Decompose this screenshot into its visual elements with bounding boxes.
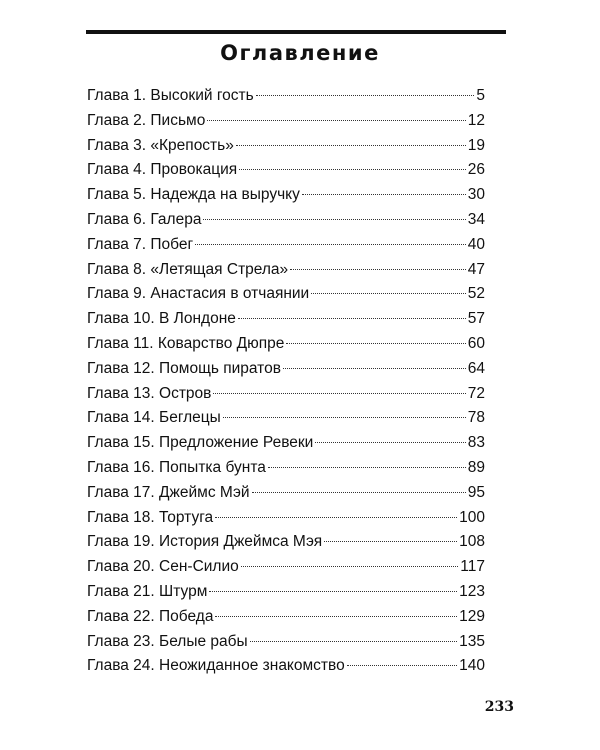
toc-entry-title: Глава 13. Остров (87, 384, 212, 402)
toc-entry-page: 57 (467, 310, 485, 328)
toc-entry-title: Глава 15. Предложение Ревеки (87, 434, 314, 452)
toc-entry-page: 123 (459, 582, 485, 600)
toc-entry-title: Глава 22. Победа (87, 607, 214, 625)
dot-leader (203, 219, 465, 220)
toc-entry-title: Глава 14. Беглецы (87, 409, 221, 427)
toc-entry (87, 183, 485, 208)
toc-entry (87, 357, 485, 382)
toc-entry (87, 382, 485, 407)
toc-entry-title: Глава 16. Попытка бунта (87, 458, 266, 476)
toc-entry-title: Глава 21. Штурм (87, 582, 208, 600)
dot-leader (213, 393, 465, 394)
toc-entry (87, 307, 485, 332)
toc-entry-title: Глава 6. Галера (87, 210, 202, 228)
toc-entry-page: 72 (467, 384, 485, 402)
toc-entry (87, 481, 485, 506)
toc-entry (87, 654, 485, 679)
dot-leader (209, 591, 457, 592)
dot-leader (311, 293, 466, 294)
toc-entry-page: 5 (476, 87, 485, 104)
toc-entry (87, 406, 485, 431)
toc-entry-page: 95 (467, 483, 485, 501)
dot-leader (238, 318, 466, 319)
dot-leader (215, 616, 457, 617)
toc-entry (87, 431, 485, 456)
toc-entry-title: Глава 11. Коварство Дюпре (87, 334, 285, 352)
toc-entry-title: Глава 1. Высокий гость (87, 87, 254, 104)
dot-leader (315, 442, 465, 443)
toc-entry-title: Глава 8. «Летящая Стрела» (87, 260, 289, 278)
toc-entry-page: 40 (467, 235, 485, 253)
dot-leader (236, 145, 466, 146)
page-number: 233 (484, 699, 514, 715)
toc-entry-page: 117 (460, 558, 485, 576)
dot-leader (290, 269, 466, 270)
toc-entry-page: 83 (467, 434, 485, 452)
header-rule (86, 30, 506, 34)
dot-leader (286, 343, 465, 344)
toc-entry-page: 89 (467, 458, 485, 476)
toc-entry-title: Глава 2. Письмо (87, 111, 206, 129)
toc-entry-title: Глава 23. Белые рабы (87, 632, 248, 650)
toc-entry (87, 332, 485, 357)
dot-leader (252, 492, 466, 493)
toc-entry (87, 84, 485, 109)
toc-entry (87, 580, 485, 605)
toc-entry-page: 64 (467, 359, 485, 377)
toc-entry (87, 158, 485, 183)
toc-entry (87, 233, 485, 258)
dot-leader (223, 417, 466, 418)
toc-entry-title: Глава 24. Неожиданное знакомство (87, 657, 345, 675)
toc-entry-title: Глава 9. Анастасия в отчаянии (87, 285, 310, 303)
toc-entry-title: Глава 3. «Крепость» (87, 136, 234, 154)
toc-entry (87, 109, 485, 134)
toc-entry-page: 26 (467, 161, 485, 179)
toc-entry (87, 258, 485, 283)
toc-entry-page: 108 (459, 533, 485, 551)
toc-entry-title: Глава 4. Провокация (87, 161, 238, 179)
toc-entry-page: 100 (459, 508, 485, 526)
toc-entry-title: Глава 18. Тортуга (87, 508, 214, 526)
toc-entry-page: 19 (467, 136, 485, 154)
dot-leader (283, 368, 466, 369)
dot-leader (215, 517, 457, 518)
toc-entry (87, 282, 485, 307)
page-title: Оглавление (220, 41, 380, 65)
toc-entry-page: 140 (459, 657, 485, 675)
toc-entry-page: 34 (467, 210, 485, 228)
toc-entry (87, 605, 485, 630)
dot-leader (250, 641, 457, 642)
dot-leader (347, 665, 457, 666)
toc-entry (87, 555, 485, 580)
toc-entry-title: Глава 17. Джеймс Мэй (87, 483, 250, 501)
toc-entry (87, 208, 485, 233)
toc-entry-title: Глава 5. Надежда на выручку (87, 186, 300, 204)
toc-entry-page: 78 (467, 409, 485, 427)
dot-leader (302, 194, 466, 195)
dot-leader (207, 120, 465, 121)
toc-entry-page: 129 (459, 607, 485, 625)
toc-entry-title: Глава 19. История Джеймса Мэя (87, 533, 323, 551)
toc-entry-title: Глава 12. Помощь пиратов (87, 359, 281, 377)
toc-entry-title: Глава 10. В Лондоне (87, 310, 236, 328)
toc-entry (87, 530, 485, 555)
toc-entry-page: 135 (459, 632, 485, 650)
toc-entry (87, 630, 485, 655)
table-of-contents (87, 84, 485, 679)
toc-entry-title: Глава 20. Сен-Силио (87, 558, 239, 576)
toc-entry-page: 60 (467, 334, 485, 352)
dot-leader (239, 169, 466, 170)
toc-entry-page: 47 (467, 260, 485, 278)
toc-entry (87, 456, 485, 481)
dot-leader (195, 244, 466, 245)
dot-leader (268, 467, 466, 468)
toc-entry (87, 506, 485, 531)
dot-leader (241, 566, 459, 567)
dot-leader (324, 541, 457, 542)
toc-entry-page: 52 (467, 285, 485, 303)
dot-leader (256, 95, 475, 96)
toc-entry (87, 134, 485, 159)
toc-entry-page: 30 (467, 186, 485, 204)
toc-entry-title: Глава 7. Побег (87, 235, 194, 253)
toc-entry-page: 12 (467, 111, 485, 129)
